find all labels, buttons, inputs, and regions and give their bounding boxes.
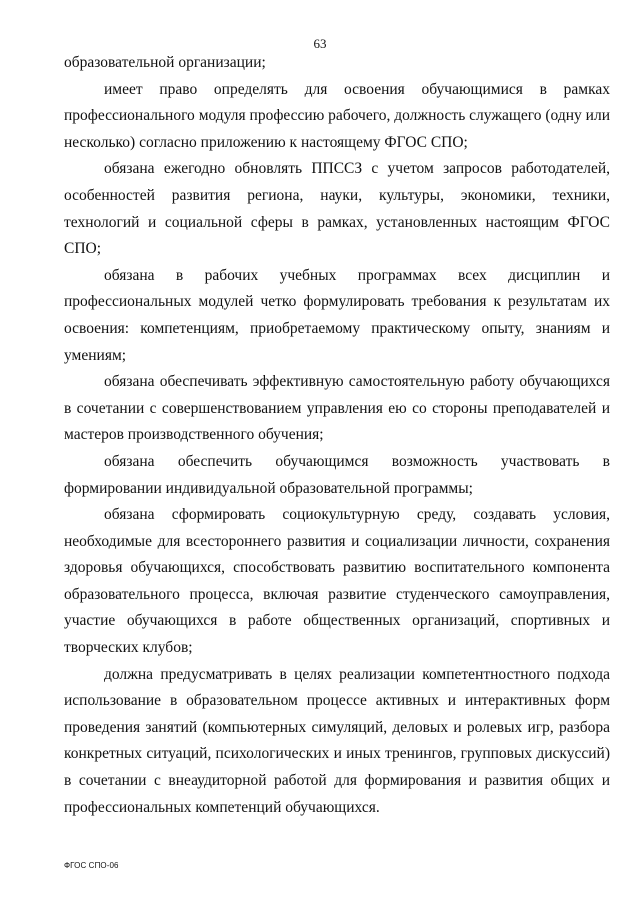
document-body [64, 50, 610, 821]
paragraph-independent-work: обязана обеспечивать эффективную самостоятельную работу обучающихся в сочетании с совершенствованием управления ею со стороны преподавателей и мастеров производственного обучения; [64, 373, 610, 444]
paragraph-right-profession: имеет право определять для освоения обучающимися в рамках профессионального модуля профессию рабочего, должность служащего (одну или несколько) согласно приложению к настоящему ФГОС СПО; [64, 80, 610, 151]
paragraph-update-ppssz: обязана ежегодно обновлять ППССЗ с учетом запросов работодателей, особенностей развития региона, науки, культуры, экономики, техники, технологий и социальной сферы в рамках, установленных настоящим ФГОС СПО; [64, 160, 610, 258]
paragraph-learning-outcomes: обязана в рабочих учебных программах всех дисциплин и профессиональных модулей четко формулировать требования к результатам их освоения: компетенциям, приобретаемому практическому опыту, знаниям и умениям; [64, 266, 610, 364]
paragraph-individual-program: обязана обеспечить обучающимся возможность участвовать в формировании индивидуальной образовательной программы; [64, 452, 610, 497]
paragraph-interactive-forms: должна предусматривать в целях реализации компетентностного подхода использование в образовательном процессе активных и интерактивных форм проведения занятий (компьютерных симуляций, деловых и ролевых игр, разбора конкретных ситуаций, психологических и иных тренингов, групповых дискуссий) в сочетании с внеаудиторной работой для формирования и развития общих и профессиональных компетенций обучающихся. [64, 665, 610, 816]
footer-label: ФГОС СПО-06 [64, 861, 119, 870]
paragraph-sociocultural-environment: обязана сформировать социокультурную среду, создавать условия, необходимые для всестороннего развития и социализации личности, сохранения здоровья обучающихся, способствовать развитию воспитательного компонента образовательного процесса, включая развитие студенческого самоуправления, участие обучающихся в работе общественных организаций, спортивных и творческих клубов; [64, 506, 610, 657]
page-number: 63 [313, 36, 327, 51]
paragraph-continuation: образовательной организации; [64, 54, 266, 71]
